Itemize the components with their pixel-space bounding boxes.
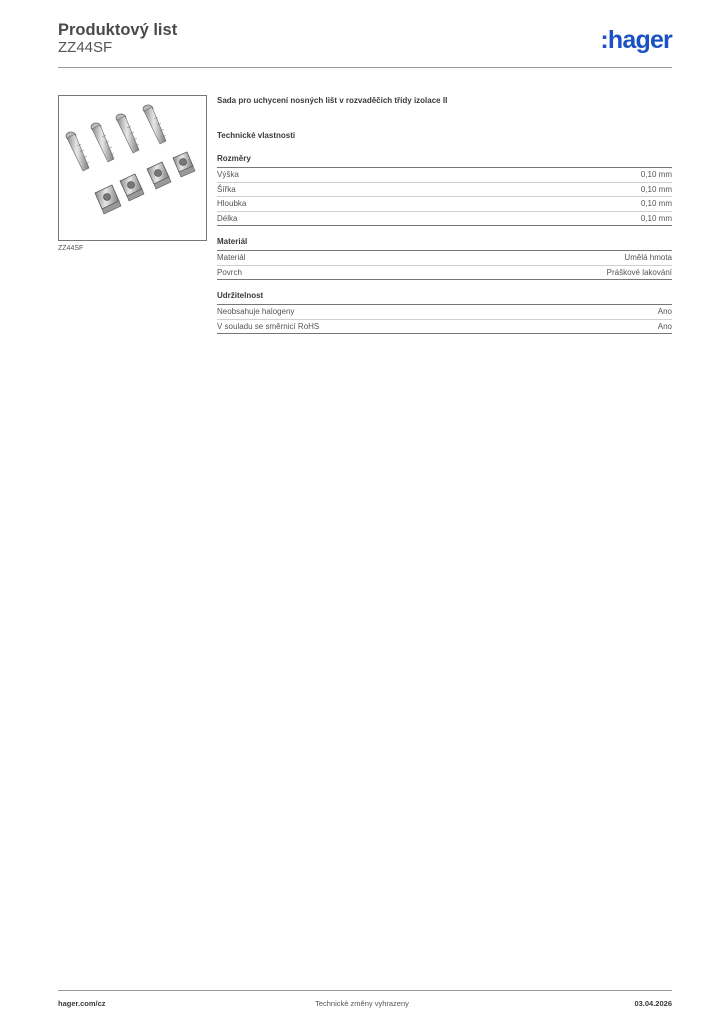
spec-value: Umělá hmota (624, 253, 672, 262)
spec-row (217, 183, 672, 198)
screw-1 (66, 132, 89, 171)
screw-3 (116, 114, 139, 153)
section-title: Rozměry (217, 154, 672, 168)
nut-4 (173, 152, 195, 177)
product-image (58, 95, 207, 241)
product-code: ZZ44SF (58, 39, 113, 56)
technical-properties-heading: Technické vlastnosti (217, 131, 296, 140)
spec-label: Povrch (217, 267, 242, 277)
section-title: Udržitelnost (217, 291, 672, 305)
spec-label: Délka (217, 213, 238, 223)
section-dimensions (217, 154, 672, 226)
spec-row (217, 251, 672, 266)
spec-label: Šířka (217, 184, 236, 194)
section-sustainability (217, 291, 672, 334)
spec-row (217, 320, 672, 335)
spec-value: 0,10 mm (640, 184, 672, 194)
spec-label: V souladu se směrnicí RoHS (217, 321, 320, 331)
screw-2 (91, 123, 114, 162)
spec-row (217, 266, 672, 281)
spec-value: 0,10 mm (640, 213, 672, 223)
product-description: Sada pro uchycení nosných lišt v rozvaděčích třídy izolace II (217, 96, 448, 105)
section-title: Materiál (217, 237, 672, 251)
footer-website-link[interactable]: hager.com/cz (58, 999, 106, 1008)
spec-value: Práškové lakování (606, 267, 672, 277)
page-title: Produktový list (58, 21, 178, 39)
nut-2 (120, 174, 144, 201)
footer-divider (58, 990, 672, 991)
spec-value: Ano (657, 307, 672, 316)
nut-3 (147, 162, 171, 189)
hager-logo (600, 28, 672, 53)
spec-value: 0,10 mm (640, 199, 672, 208)
logo-dot: : (600, 26, 608, 54)
spec-label: Materiál (217, 253, 246, 262)
spec-label: Hloubka (217, 199, 247, 208)
screws-and-nuts-illustration (59, 96, 206, 240)
spec-value: 0,10 mm (640, 170, 672, 179)
spec-label: Výška (217, 170, 239, 179)
spec-label: Neobsahuje halogeny (217, 307, 295, 316)
logo-text: hager (607, 26, 672, 54)
footer-date: 03.04.2026 (634, 999, 672, 1008)
spec-row (217, 197, 672, 212)
footer-note: Technické změny vyhrazeny (315, 999, 409, 1008)
header-divider (58, 67, 672, 68)
spec-value: Ano (657, 321, 672, 331)
image-caption: ZZ44SF (58, 245, 84, 252)
section-material (217, 237, 672, 280)
screw-4 (143, 105, 166, 144)
spec-row (217, 168, 672, 183)
spec-row (217, 305, 672, 320)
nut-1 (95, 185, 121, 214)
product-details (217, 96, 672, 345)
spec-row (217, 212, 672, 227)
